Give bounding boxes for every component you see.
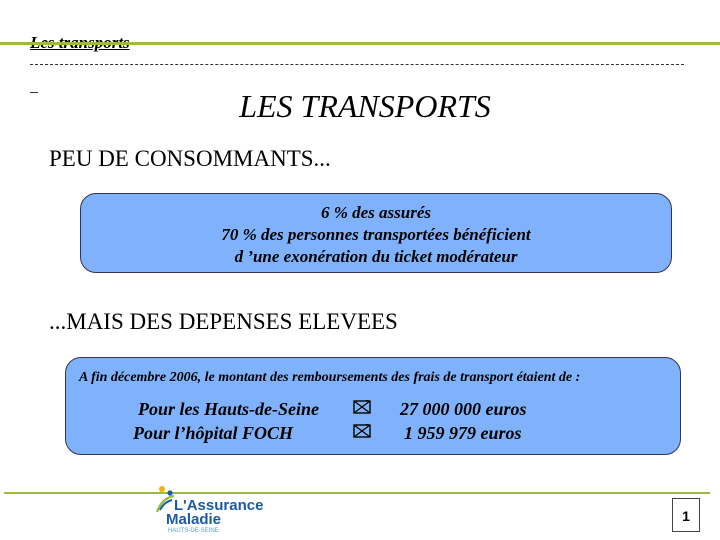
stats-line: 70 % des personnes transportées bénéficient [221,225,531,244]
expense-label-hauts-de-seine: Pour les Hauts-de-Seine [138,399,320,419]
expenses-intro: A fin décembre 2006, le montant des remboursements des frais de transport étaient de : [79,370,581,385]
logo-figure-icon [154,484,176,514]
assurance-maladie-logo [130,478,264,536]
stats-box [80,193,672,273]
stats-line: d ’une exonération du ticket modérateur [234,247,518,266]
envelope-icon [353,424,371,438]
section-heading-consommants: PEU DE CONSOMMANTS... [49,146,331,171]
slide-title: LES TRANSPORTS [239,88,491,124]
logo-line1: L'Assurance [174,497,264,514]
envelope-icon [353,400,371,414]
section-heading-depenses: ...MAIS DES DEPENSES ELEVEES [49,309,398,334]
expenses-box [65,357,681,455]
stats-line: 6 % des assurés [320,203,432,222]
page-number: 1 [672,498,700,532]
header-rule [0,42,720,45]
expense-amount-foch: 1 959 979 euros [404,423,522,443]
logo-line2: Maladie [166,511,222,528]
expense-amount-hauts-de-seine: 27 000 000 euros [400,399,527,419]
footer-rule [4,492,710,494]
expense-label-foch: Pour l’hôpital FOCH [133,423,294,443]
dashed-separator [30,64,684,65]
logo-line3: HAUTS-DE-SEINE [168,528,219,534]
